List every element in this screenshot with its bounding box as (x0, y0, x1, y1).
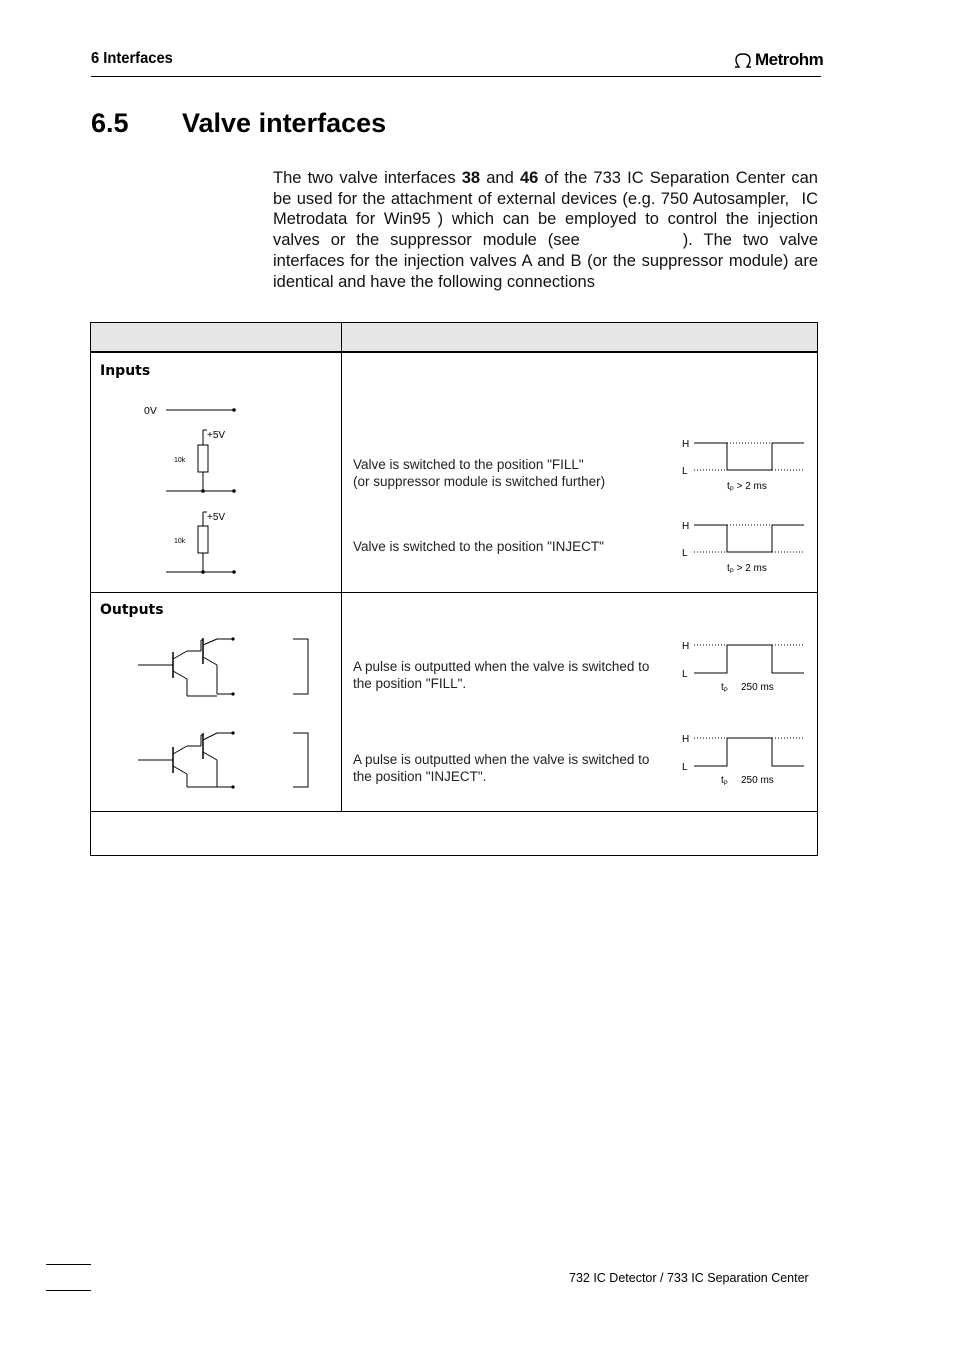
pulse-time-value: 250 ms (741, 775, 774, 786)
inputs-label: Inputs (100, 363, 151, 379)
footer-rule (46, 1290, 91, 1291)
interface-number-38: 38 (461, 169, 481, 187)
input-fill-description (353, 456, 605, 490)
output-fill-line2: the position "FILL". (353, 676, 467, 691)
intro-text-1: The two valve interfaces (273, 169, 462, 187)
footer-rule (46, 1264, 91, 1265)
plus5v-label: +5V (207, 512, 226, 523)
zero-volt-label: 0V (144, 405, 157, 417)
output-fill-pulse-diagram (678, 636, 808, 696)
resistor-label: 10k (174, 457, 186, 464)
output-fill-line1: A pulse is outputted when the valve is switched to (353, 659, 650, 674)
output-inject-line1: A pulse is outputted when the valve is switched to (353, 752, 650, 767)
pulse-low-label: L (682, 548, 688, 559)
svg-text:tP (721, 682, 728, 694)
pulse-time-subscript: P (729, 569, 734, 575)
svg-text:tP > 2 ms (727, 481, 767, 493)
running-header-section: 6 Interfaces (91, 50, 173, 67)
pulse-high-label: H (682, 521, 690, 532)
pulse-time-symbol: t (727, 481, 730, 492)
outputs-label: Outputs (100, 602, 164, 618)
input-fill-line2: (or suppressor module is switched further) (353, 474, 606, 489)
pulse-high-label: H (682, 641, 690, 652)
table-column-divider (341, 323, 342, 811)
interface-number-46: 46 (519, 169, 539, 187)
section-number: 6.5 (91, 108, 129, 138)
omega-logo-icon (733, 51, 753, 69)
output-inject-line2: the position "INJECT". (353, 769, 487, 784)
outputs-circuit-diagram (135, 632, 315, 797)
intro-text-4: IC Metrodata for Win95 (273, 189, 818, 229)
pulse-time-value: > 2 ms (733, 481, 767, 492)
section-title: Valve interfaces (182, 108, 387, 138)
header-divider (91, 76, 821, 77)
inputs-circuit-diagram (130, 398, 250, 583)
intro-text-2: and (480, 169, 520, 187)
intro-paragraph (273, 168, 818, 292)
brand-name: Metrohm (755, 50, 824, 69)
brand-logo (733, 50, 823, 70)
svg-text:tP (721, 775, 728, 787)
plus5v-label: +5V (207, 430, 226, 441)
svg-text:tP > 2 ms (727, 563, 767, 575)
output-inject-description (353, 751, 649, 785)
pulse-time-value: 250 ms (741, 682, 774, 693)
pulse-time-symbol: t (721, 682, 724, 693)
intro-text-5: ) which can be employed to control the injection valves or the suppressor module (see (273, 210, 818, 250)
pulse-time-subscript: P (723, 688, 728, 694)
pulse-low-label: L (682, 762, 688, 773)
intro-text-3: of the 733 IC Separation Center can be used for the attachment of external devices (e.g. 750 Autosampler, (273, 169, 818, 208)
pulse-time-symbol: t (727, 563, 730, 574)
table-row-divider (91, 592, 818, 593)
input-fill-line1: Valve is switched to the position "FILL" (353, 457, 584, 472)
resistor-label: 10k (174, 538, 186, 545)
input-inject-pulse-diagram (678, 516, 808, 576)
intro-text-6: ). The two valve interfaces for the injection valves A and B (or the suppressor module) are identical and have the following connections (273, 231, 818, 291)
output-inject-pulse-diagram (678, 729, 808, 789)
footer-product-name: 732 IC Detector / 733 IC Separation Center (569, 1271, 809, 1285)
pulse-time-subscript: P (729, 487, 734, 493)
pulse-high-label: H (682, 439, 690, 450)
pulse-time-subscript: P (723, 781, 728, 787)
input-fill-pulse-diagram (678, 434, 808, 494)
pulse-low-label: L (682, 669, 688, 680)
input-inject-description: Valve is switched to the position "INJECT" (353, 539, 604, 554)
pulse-low-label: L (682, 466, 688, 477)
pulse-time-symbol: t (721, 775, 724, 786)
output-fill-description (353, 658, 649, 692)
pulse-high-label: H (682, 734, 690, 745)
pulse-time-value: > 2 ms (733, 563, 767, 574)
table-row-divider (91, 811, 818, 812)
